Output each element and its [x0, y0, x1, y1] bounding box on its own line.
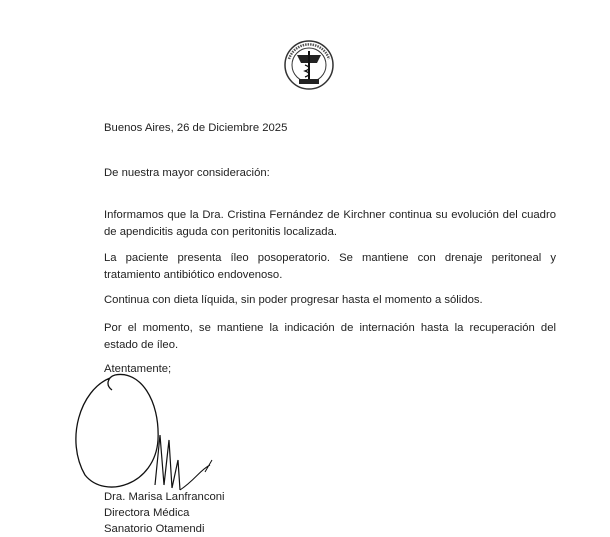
closing: Atentamente;: [104, 363, 172, 375]
paragraph-2: La paciente presenta íleo posoperatorio. Se mantiene con drenaje peritoneal y tratamiento antibiótico endovenoso.: [104, 252, 556, 281]
handwritten-signature: [60, 360, 230, 500]
paragraph-4: Por el momento, se mantiene la indicación de internación hasta la recuperación del estado de íleo.: [104, 322, 556, 351]
signatory-name: Dra. Marisa Lanfranconi: [104, 491, 225, 503]
date-line: Buenos Aires, 26 de Diciembre 2025: [104, 122, 288, 134]
paragraph-1: Informamos que la Dra. Cristina Fernández de Kirchner continua su evolución del cuadro de apendicitis aguda con peritonitis localizada.: [104, 209, 556, 238]
sanatorio-logo: [283, 39, 335, 91]
signatory-institution: Sanatorio Otamendi: [104, 523, 205, 535]
salutation: De nuestra mayor consideración:: [104, 167, 270, 179]
paragraph-3: Continua con dieta líquida, sin poder progresar hasta el momento a sólidos.: [104, 294, 483, 306]
signatory-title: Directora Médica: [104, 507, 190, 519]
